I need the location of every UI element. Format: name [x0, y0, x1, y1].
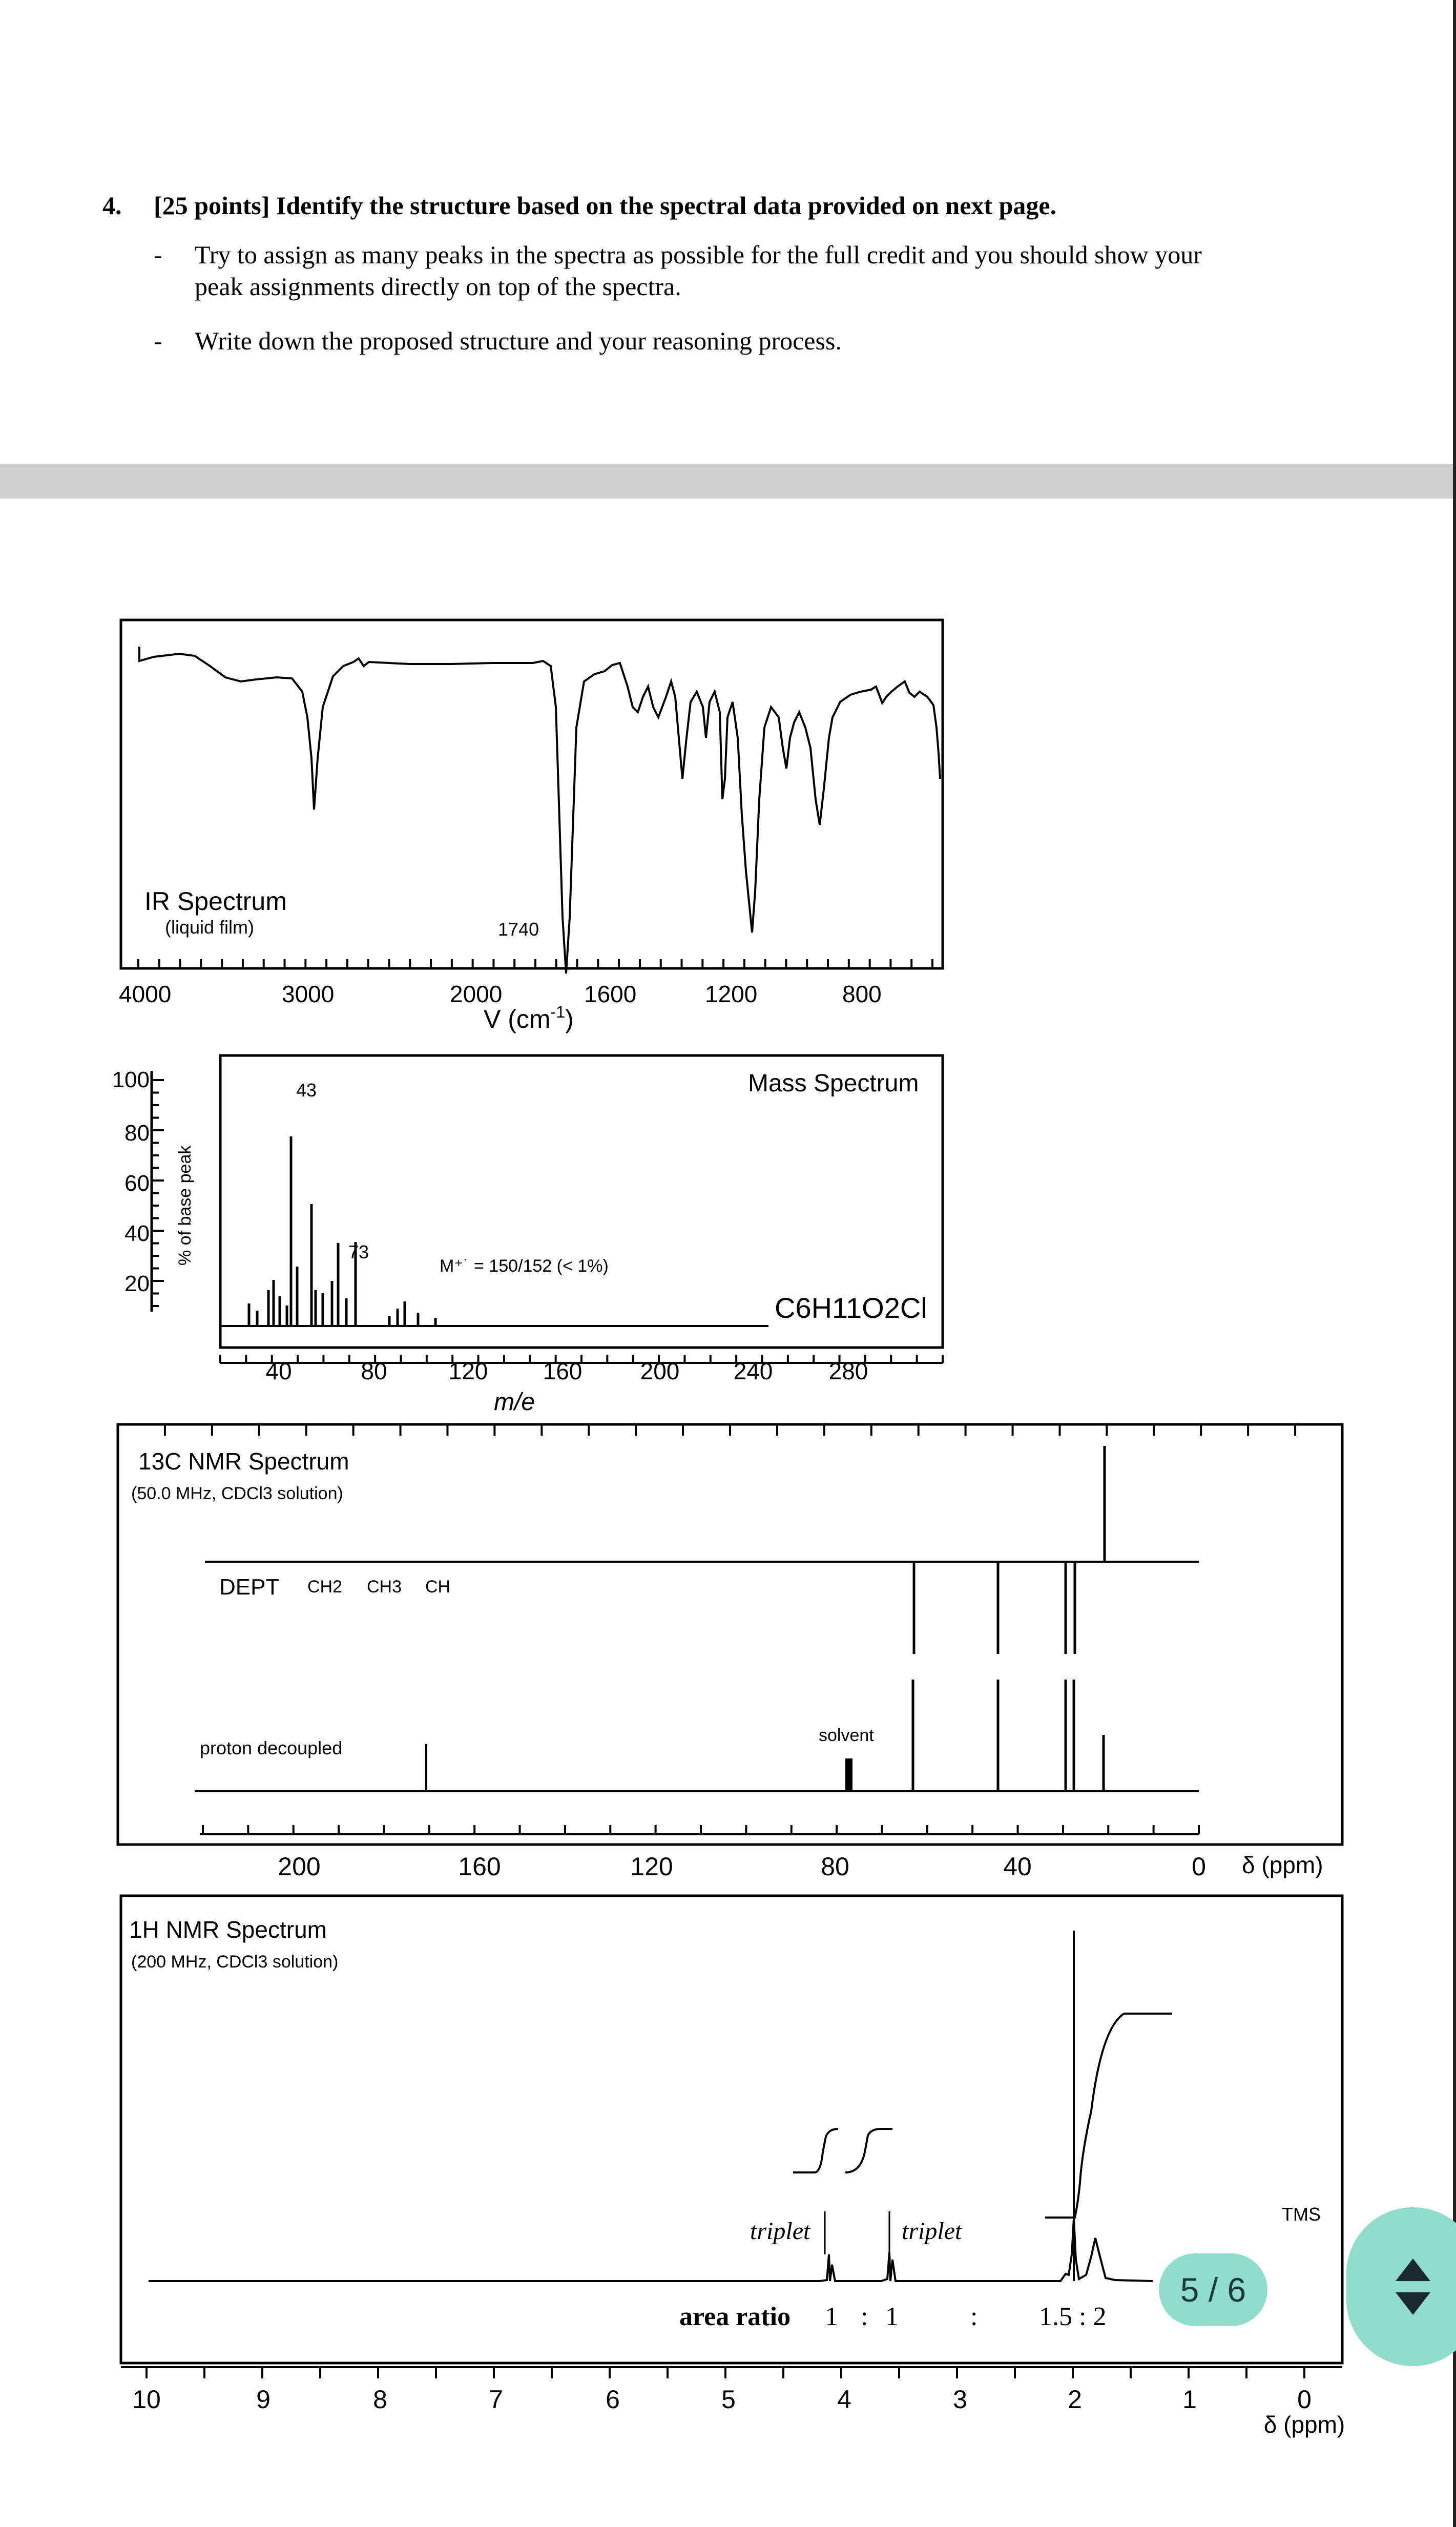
ir-peak-label: 1740	[498, 919, 539, 940]
mass-x-tick-240: 240	[733, 1358, 773, 1384]
mass-peaks	[249, 1136, 435, 1326]
ir-title: IR Spectrum	[144, 887, 287, 916]
mass-x-tick-160: 160	[543, 1358, 583, 1384]
bullet-2-line-1: Write down the proposed structure and your reasoning process.	[195, 326, 842, 355]
solvent-peak	[845, 1758, 852, 1791]
ir-tick-800: 800	[842, 981, 882, 1007]
mass-formula: C6H11O2Cl	[775, 1292, 927, 1324]
bullet-1-line-2: peak assignments directly on top of the spectra.	[195, 272, 681, 301]
area-ratio-label: area ratio	[679, 2302, 791, 2331]
mass-y-tick-20: 20	[124, 1271, 150, 1296]
c13-subtitle: (50.0 MHz, CDCl3 solution)	[131, 1484, 343, 1503]
triplet-label-1: triplet	[750, 2218, 810, 2245]
h1-title: 1H NMR Spectrum	[129, 1916, 327, 1943]
h1-x-tick-3: 3	[953, 2385, 967, 2414]
c13-x-tick-160: 160	[458, 1852, 501, 1881]
h1-x-tick-7: 7	[489, 2385, 503, 2414]
ir-frame	[121, 620, 943, 968]
mass-peak-label-73: 73	[348, 1241, 369, 1262]
page-nav-button[interactable]	[1346, 2207, 1456, 2366]
c13-x-tick-0: 0	[1192, 1852, 1206, 1881]
bullet-1-line-1: Try to assign as many peaks in the spectra as possible for the full credit and you should show your	[195, 240, 1202, 269]
c13-x-tick-40: 40	[1003, 1852, 1032, 1881]
mass-y-tick-40: 40	[124, 1221, 150, 1246]
dept-key-ch: CH	[425, 1577, 451, 1597]
ir-tick-1600: 1600	[584, 981, 637, 1007]
integral-3	[1045, 2014, 1172, 2218]
ir-trace	[139, 647, 940, 973]
bullet-dash: -	[154, 326, 162, 355]
mass-x-tick-120: 120	[448, 1358, 488, 1384]
mass-peak-label-43: 43	[296, 1080, 317, 1101]
ir-axis-label-main: V (cm	[484, 1005, 551, 1033]
mass-title: Mass Spectrum	[748, 1070, 919, 1097]
h1-x-tick-10: 10	[132, 2385, 161, 2414]
c13-x-tick-120: 120	[630, 1852, 673, 1881]
c13-x-tick-80: 80	[821, 1852, 849, 1881]
h1-x-tick-4: 4	[837, 2385, 851, 2414]
ir-axis-label	[484, 1003, 574, 1033]
h1-x-tick-5: 5	[721, 2385, 736, 2414]
bullet-dash: -	[154, 240, 162, 269]
h1-x-tick-6: 6	[606, 2385, 620, 2414]
ir-tick-2000: 2000	[450, 981, 503, 1007]
ratio-value-1: 1	[825, 2302, 838, 2331]
c13-title: 13C NMR Spectrum	[138, 1448, 349, 1475]
c13-top-tick-marks	[118, 1424, 1342, 1436]
mass-y-tick-60: 60	[124, 1171, 150, 1196]
mass-y-tick-100: 100	[112, 1067, 150, 1092]
dept-key-ch3: CH3	[367, 1577, 402, 1597]
decoupled-label: proton decoupled	[200, 1737, 343, 1758]
ir-tick-3000: 3000	[282, 981, 335, 1007]
ir-axis-label-sup: -1	[550, 1003, 565, 1021]
up-down-arrows-icon	[1346, 2207, 1456, 2366]
ratio-value-2: 1	[885, 2302, 899, 2331]
mass-y-tick-80: 80	[124, 1121, 150, 1146]
h1-x-tick-1: 1	[1182, 2385, 1197, 2414]
integral-2	[845, 2129, 892, 2172]
ratio-value-3: 1.5 : 2	[1039, 2302, 1107, 2331]
ir-tick-marks	[138, 959, 932, 968]
page-indicator-text: 5 / 6	[1180, 2271, 1246, 2309]
mass-x-label: m/e	[494, 1389, 535, 1416]
mass-x-tick-280: 280	[828, 1358, 868, 1384]
ir-tick-1200: 1200	[705, 981, 758, 1007]
mass-x-tick-80: 80	[361, 1358, 387, 1384]
solvent-label: solvent	[819, 1726, 874, 1745]
question-number: 4.	[102, 191, 122, 220]
mass-molecular-ion: M⁺˙ = 150/152 (< 1%)	[440, 1256, 609, 1276]
ir-axis-label-close: )	[565, 1005, 574, 1033]
ratio-separator: :	[861, 2302, 868, 2331]
ir-tick-4000: 4000	[119, 981, 172, 1007]
c13-x-tick-200: 200	[278, 1852, 321, 1881]
dept-label: DEPT	[219, 1575, 280, 1600]
h1-x-tick-0: 0	[1297, 2385, 1312, 2414]
h1-x-tick-marks	[147, 2367, 1304, 2378]
h1-spectrum-trace	[149, 2219, 1153, 2281]
mass-y-label: % of base peak	[175, 1145, 195, 1266]
mass-x-tick-40: 40	[265, 1358, 292, 1384]
integral-1	[793, 2129, 838, 2172]
h1-subtitle: (200 MHz, CDCl3 solution)	[131, 1952, 339, 1972]
dept-key-ch2: CH2	[307, 1577, 343, 1597]
tms-label: TMS	[1282, 2204, 1321, 2225]
ratio-colon: :	[970, 2302, 978, 2331]
ir-subtitle: (liquid film)	[165, 917, 255, 938]
h1-x-label: δ (ppm)	[1263, 2411, 1345, 2438]
c13-x-tick-marks	[203, 1825, 1199, 1834]
h1-x-tick-2: 2	[1068, 2385, 1082, 2414]
h1-x-tick-9: 9	[256, 2385, 271, 2414]
c13-x-label: δ (ppm)	[1242, 1852, 1323, 1878]
triplet-label-2: triplet	[902, 2218, 962, 2245]
h1-x-tick-8: 8	[373, 2385, 387, 2414]
page-indicator[interactable]	[1159, 2253, 1267, 2326]
question-heading: [25 points] Identify the structure based on the spectral data provided on next page.	[154, 191, 1057, 220]
mass-y-tick-marks	[152, 1080, 164, 1306]
mass-x-tick-200: 200	[640, 1358, 680, 1384]
